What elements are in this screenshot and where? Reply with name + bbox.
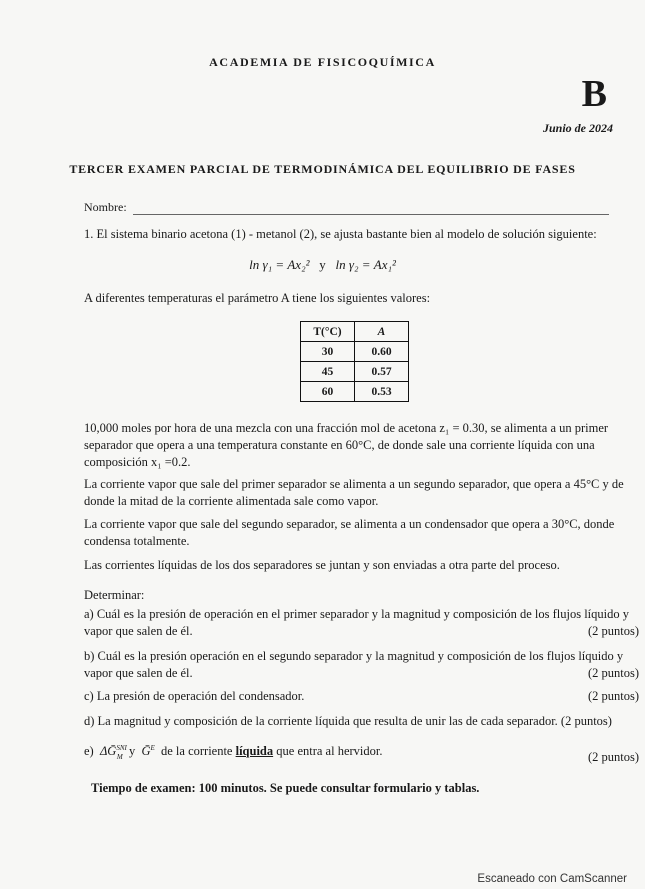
symbol-sup: SNI [116,744,127,752]
table-cell: 60 [301,382,355,402]
question-e-mid: de la corriente [161,744,233,759]
table-row [301,342,409,362]
question-e-end: que entra al hervidor. [276,744,383,759]
table-cell: 45 [301,362,355,382]
table-cell: 30 [301,342,355,362]
question-e-points: (2 puntos) [587,749,639,764]
question-b-text: b) Cuál es la presión operación en el segundo separador y la magnitud y composición de los flujos líquido y vapor que salen de él. [84,649,624,680]
table-header-row [301,322,409,342]
paragraph-second-separator: La corriente vapor que sale del primer separador se alimenta a un segundo separador, que opera a 45°C y de donde la mitad de la corriente alimentada sale como vapor. [84,477,624,508]
question-e-symbol-excess [141,744,154,758]
exam-title: TERCER EXAMEN PARCIAL DE TERMODINÁMICA DEL EQUILIBRIO DE FASES [69,162,576,176]
paragraph-liquid-streams: Las corrientes líquidas de los dos separadores se juntan y son enviadas a otra parte del proceso. [84,558,560,572]
table-row [301,382,409,402]
question-a-points: (2 puntos) [587,624,639,638]
scanner-watermark: Escaneado con CamScanner [477,873,627,885]
paragraph-feed: 10,000 moles por hora de una mezcla con una fracción mol de acetona z₁ = 0.30, se alimenta a un primer separador que opera a una temperatura constante en 60°C, de donde sale una corriente líquida con una composición x₁ =0.2. [84,421,609,469]
question-c-points: (2 puntos) [587,689,639,703]
symbol-g: Ḡ [141,744,151,759]
question-e [84,740,639,766]
question-c-text: c) La presión de operación del condensador. [84,689,305,703]
name-line [133,202,609,215]
equation-right: ln γ₂ = Ax₁² [335,257,396,272]
table-row [301,362,409,382]
question-e-underlined: líquida [235,744,274,759]
symbol-delta-g: ΔḠ [99,744,117,759]
name-label: Nombre: [84,200,127,214]
parameter-table [300,321,409,402]
equation-conjunction: y [319,257,326,272]
table-cell: 0.53 [355,382,409,402]
question-d: d) La magnitud y composición de la corriente líquida que resulta de unir las de cada separador. (2 puntos) [84,714,612,728]
table-header-temp: T(°C) [301,322,355,342]
problem-intro: 1. El sistema binario acetona (1) - metanol (2), se ajusta bastante bien al modelo de solución siguiente: [84,227,597,241]
question-a [84,606,639,640]
symbol-sub: M [116,752,123,761]
table-cell: 0.57 [355,362,409,382]
exam-version-letter: B [581,73,607,115]
table-header-a: A [355,322,409,342]
question-e-prefix: e) [84,744,94,759]
academy-heading: ACADEMIA DE FISICOQUÍMICA [209,55,436,69]
exam-time-note: Tiempo de examen: 100 minutos. Se puede consultar formulario y tablas. [91,781,480,795]
model-equation [0,257,645,273]
symbol-sup: E [150,744,155,752]
question-b [84,648,639,682]
table-cell: 0.60 [355,342,409,362]
determine-heading: Determinar: [84,588,145,602]
question-a-text: a) Cuál es la presión de operación en el primer separador y la magnitud y composición de los flujos líquido y vapor que salen de él. [84,607,629,638]
question-e-and: y [128,744,136,759]
parameter-text: A diferentes temperaturas el parámetro A tiene los siguientes valores: [84,291,431,305]
exam-date: Junio de 2024 [542,121,613,135]
equation-left: ln γ₁ = Ax₂² [249,257,310,272]
name-field [84,200,609,215]
paragraph-condenser: La corriente vapor que sale del segundo separador, se alimenta a un condensador que opera a 30°C, donde condensa totalmente. [84,517,615,548]
question-c [84,688,639,705]
question-e-symbol-mix [99,744,127,761]
question-b-points: (2 puntos) [587,666,639,680]
